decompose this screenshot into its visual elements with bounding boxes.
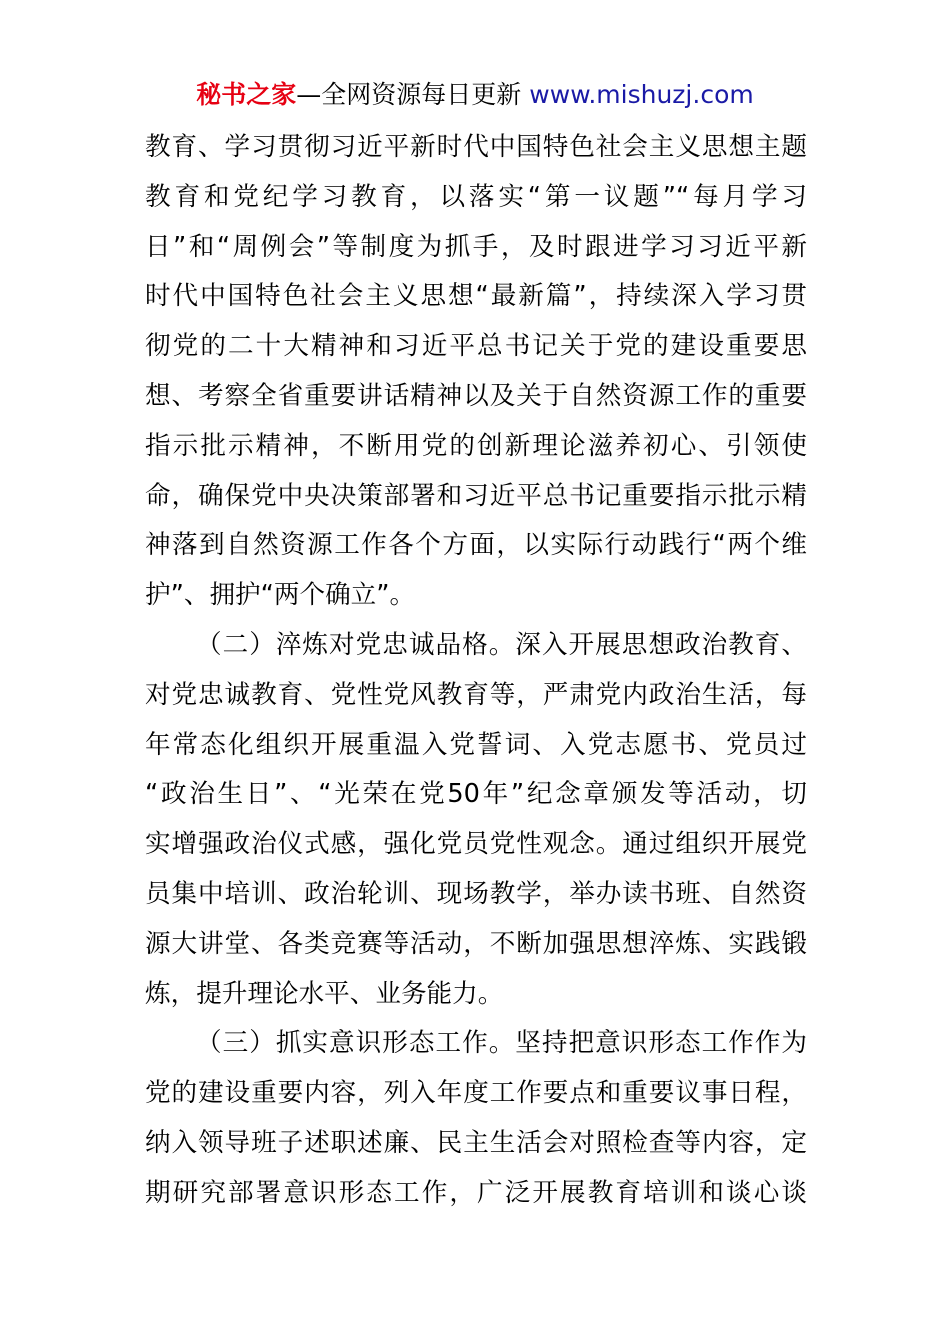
text-line: 教育、学习贯彻习近平新时代中国特色社会主义思想主题: [145, 132, 807, 162]
text-line: 想、考察全省重要讲话精神以及关于自然资源工作的重要: [145, 380, 807, 411]
paragraph-3: [145, 1019, 807, 1218]
section-heading-line: （二）淬炼对党忠诚品格。深入开展思想政治教育、: [196, 629, 807, 660]
text-line: 命，确保党中央决策部署和习近平总书记重要指示批示精: [145, 480, 807, 511]
text-line: 源大讲堂、各类竞赛等活动，不断加强思想淬炼、实践锻: [145, 928, 807, 959]
text-line: 年常态化组织开展重温入党誓词、入党志愿书、党员过: [145, 729, 807, 760]
text-line: 教育和党纪学习教育，以落实“第一议题”“每月学习: [145, 181, 807, 212]
text-line: 时代中国特色社会主义思想“最新篇”，持续深入学习贯: [145, 281, 807, 312]
text-line: 护”、拥护“两个确立”。: [145, 580, 416, 611]
brand-name: 秘书之家: [196, 80, 297, 109]
section-heading-line: （三）抓实意识形态工作。坚持把意识形态工作作为: [196, 1028, 807, 1059]
text-line: 日”和“周例会”等制度为抓手，及时跟进学习习近平新: [145, 231, 807, 262]
text-line: 期研究部署意识形态工作，广泛开展教育培训和谈心谈: [145, 1177, 807, 1208]
text-line: 指示批示精神，不断用党的创新理论滋养初心、引领使: [145, 430, 807, 461]
text-line: 党的建设重要内容，列入年度工作要点和重要议事日程，: [145, 1078, 807, 1109]
text-line: 员集中培训、政治轮训、现场教学，举办读书班、自然资: [145, 878, 807, 909]
text-line: 神落到自然资源工作各个方面，以实际行动践行“两个维: [145, 530, 807, 561]
site-url-link[interactable]: www.mishuzj.com: [529, 80, 754, 109]
paragraph-2: [145, 621, 807, 1019]
paragraph-1: [145, 123, 807, 621]
text-line: “政治生日”、“光荣在党50年”纪念章颁发等活动，切: [145, 779, 807, 810]
text-line: 炼，提升理论水平、业务能力。: [145, 978, 504, 1009]
text-line: 彻党的二十大精神和习近平总书记关于党的建设重要思: [145, 331, 807, 362]
text-line: 纳入领导班子述职述廉、民主生活会对照检查等内容，定: [145, 1127, 807, 1158]
site-header: [0, 78, 950, 112]
document-body: [145, 123, 807, 1219]
text-line: 实增强政治仪式感，强化党员党性观念。通过组织开展党: [145, 829, 807, 860]
text-line: 对党忠诚教育、党性党风教育等，严肃党内政治生活，每: [145, 679, 807, 710]
header-tagline: —全网资源每日更新: [296, 80, 522, 109]
